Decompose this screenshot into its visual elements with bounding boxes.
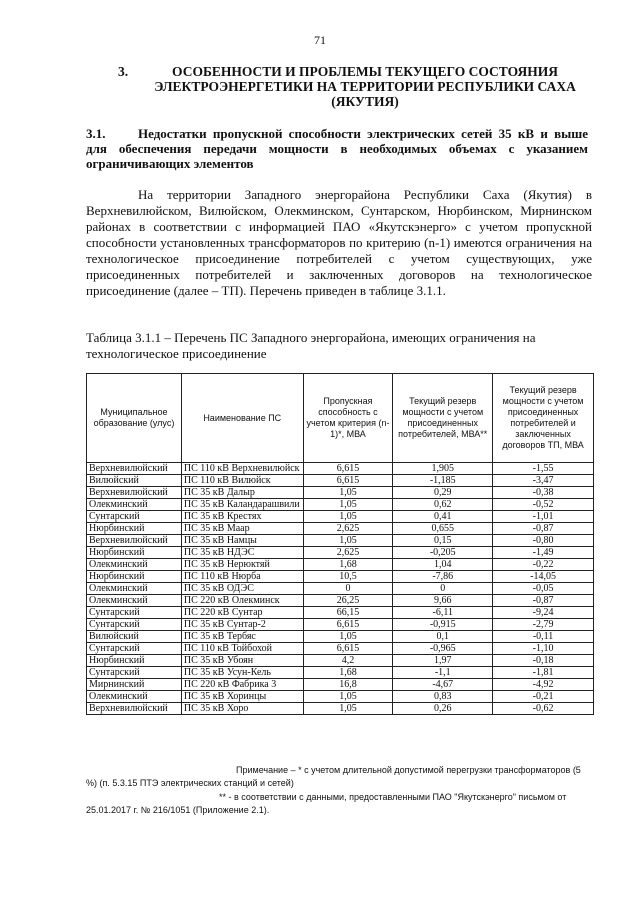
cell-reserve-contracts: -14,05 xyxy=(493,571,594,583)
table-row xyxy=(87,463,594,475)
cell-municipality: Олекминский xyxy=(87,499,182,511)
section-title xyxy=(86,126,588,171)
cell-substation: ПС 220 кВ Олекминск xyxy=(181,595,303,607)
table-row xyxy=(87,607,594,619)
cell-reserve-contracts: -1,01 xyxy=(493,511,594,523)
table-row xyxy=(87,511,594,523)
cell-reserve-contracts: -1,10 xyxy=(493,643,594,655)
cell-reserve-contracts: -0,80 xyxy=(493,535,594,547)
section-title-text: Недостатки пропускной способности электрических сетей 35 кВ и выше для обеспечения передачи мощности в необходимых объемах с указанием ограничивающих элементов xyxy=(86,126,588,171)
cell-reserve-contracts: -2,79 xyxy=(493,619,594,631)
cell-municipality: Верхневилюйский xyxy=(87,487,182,499)
cell-municipality: Нюрбинский xyxy=(87,655,182,667)
page-number: 71 xyxy=(314,33,326,47)
cell-capacity: 1,05 xyxy=(303,499,393,511)
cell-reserve-current: -0,205 xyxy=(393,547,493,559)
cell-reserve-contracts: -4,92 xyxy=(493,679,594,691)
cell-reserve-contracts: -0,05 xyxy=(493,583,594,595)
cell-reserve-current: 9,66 xyxy=(393,595,493,607)
cell-municipality: Олекминский xyxy=(87,559,182,571)
cell-reserve-contracts: -0,62 xyxy=(493,703,594,715)
table-body xyxy=(87,463,594,715)
cell-reserve-current: -7,86 xyxy=(393,571,493,583)
cell-substation: ПС 110 кВ Верхневилюйск xyxy=(181,463,303,475)
cell-capacity: 10,5 xyxy=(303,571,393,583)
cell-reserve-current: 0,15 xyxy=(393,535,493,547)
cell-municipality: Верхневилюйский xyxy=(87,703,182,715)
cell-reserve-current: 0,83 xyxy=(393,691,493,703)
cell-capacity: 1,05 xyxy=(303,535,393,547)
cell-reserve-current: -6,11 xyxy=(393,607,493,619)
cell-substation: ПС 35 кВ Хоринцы xyxy=(181,691,303,703)
cell-capacity: 1,05 xyxy=(303,487,393,499)
table-row xyxy=(87,619,594,631)
cell-substation: ПС 35 кВ НДЭС xyxy=(181,547,303,559)
cell-reserve-contracts: -1,55 xyxy=(493,463,594,475)
table-row xyxy=(87,547,594,559)
cell-reserve-contracts: -1,49 xyxy=(493,547,594,559)
table-note-2: ** - в соответствии с данными, предоставленными ПАО "Якутскэнерго" письмом от 25.01.2017 г. № 216/1051 (Приложение 2.1). xyxy=(86,792,567,815)
cell-reserve-current: 0,655 xyxy=(393,523,493,535)
cell-substation: ПС 220 кВ Фабрика 3 xyxy=(181,679,303,691)
cell-reserve-current: 0 xyxy=(393,583,493,595)
cell-reserve-contracts: -0,11 xyxy=(493,631,594,643)
table-row xyxy=(87,655,594,667)
cell-capacity: 2,625 xyxy=(303,547,393,559)
table-row xyxy=(87,679,594,691)
cell-capacity: 1,68 xyxy=(303,559,393,571)
table-note-1: Примечание – * с учетом длительной допустимой перегрузки трансформаторов (5 %) (п. 5.3.15 ПТЭ электрических станций и сетей) xyxy=(86,765,581,788)
cell-substation: ПС 35 кВ Крестях xyxy=(181,511,303,523)
table-row xyxy=(87,631,594,643)
table-row xyxy=(87,571,594,583)
cell-reserve-current: -0,915 xyxy=(393,619,493,631)
cell-substation: ПС 35 кВ Хоро xyxy=(181,703,303,715)
table-row xyxy=(87,643,594,655)
cell-reserve-current: 1,04 xyxy=(393,559,493,571)
table-header-row xyxy=(87,374,594,463)
cell-capacity: 4,2 xyxy=(303,655,393,667)
table-row xyxy=(87,523,594,535)
cell-reserve-current: 0,29 xyxy=(393,487,493,499)
cell-substation: ПС 35 кВ Нерюктяй xyxy=(181,559,303,571)
cell-reserve-contracts: -0,18 xyxy=(493,655,594,667)
cell-municipality: Нюрбинский xyxy=(87,523,182,535)
cell-municipality: Сунтарский xyxy=(87,607,182,619)
cell-substation: ПС 35 кВ Намцы xyxy=(181,535,303,547)
cell-capacity: 1,05 xyxy=(303,703,393,715)
cell-municipality: Сунтарский xyxy=(87,667,182,679)
cell-substation: ПС 35 кВ Далыр xyxy=(181,487,303,499)
cell-reserve-current: 0,1 xyxy=(393,631,493,643)
cell-reserve-contracts: -9,24 xyxy=(493,607,594,619)
cell-reserve-contracts: -0,22 xyxy=(493,559,594,571)
cell-municipality: Нюрбинский xyxy=(87,571,182,583)
cell-municipality: Олекминский xyxy=(87,691,182,703)
cell-municipality: Сунтарский xyxy=(87,619,182,631)
cell-substation: ПС 35 кВ Маар xyxy=(181,523,303,535)
cell-reserve-current: 1,97 xyxy=(393,655,493,667)
cell-municipality: Мирнинский xyxy=(87,679,182,691)
cell-municipality: Нюрбинский xyxy=(87,547,182,559)
cell-reserve-current: 0,62 xyxy=(393,499,493,511)
table-row xyxy=(87,499,594,511)
table-caption: Таблица 3.1.1 – Перечень ПС Западного энергорайона, имеющих ограничения на технологическое присоединение xyxy=(86,330,536,361)
cell-reserve-current: -4,67 xyxy=(393,679,493,691)
header-substation: Наименование ПС xyxy=(181,374,303,463)
cell-substation: ПС 35 кВ Убоян xyxy=(181,655,303,667)
cell-reserve-current: -1,185 xyxy=(393,475,493,487)
cell-municipality: Верхневилюйский xyxy=(87,535,182,547)
cell-capacity: 6,615 xyxy=(303,643,393,655)
cell-reserve-current: 0,41 xyxy=(393,511,493,523)
cell-reserve-current: 0,26 xyxy=(393,703,493,715)
header-reserve-contracts: Текущий резерв мощности с учетом присоединенных потребителей и заключенных договоров ТП, МВА xyxy=(493,374,594,463)
body-paragraph: На территории Западного энергорайона Республики Саха (Якутия) в Верхневилюйском, Вилюйском, Олекминском, Сунтарском, Нюрбинском, Мирнинском районах в соответствии с информацией ПАО «Якутскэнерго» с учетом пропускной способности установленных трансформаторов по критерию (n-1) имеются ограничения на технологическое присоединение потребителей с учетом существующих, уже присоединенных потребителей и заключенных договоров на технологическое присоединение (далее – ТП). Перечень приведен в таблице 3.1.1. xyxy=(86,187,592,298)
cell-substation: ПС 110 кВ Тойбохой xyxy=(181,643,303,655)
header-municipality: Муниципальное образование (улус) xyxy=(87,374,182,463)
table-row xyxy=(87,691,594,703)
cell-capacity: 6,615 xyxy=(303,619,393,631)
cell-reserve-contracts: -1,81 xyxy=(493,667,594,679)
chapter-title: ОСОБЕННОСТИ И ПРОБЛЕМЫ ТЕКУЩЕГО СОСТОЯНИЯ ЭЛЕКТРОЭНЕРГЕТИКИ НА ТЕРРИТОРИИ РЕСПУБЛИКИ САХА (ЯКУТИЯ) xyxy=(154,64,576,109)
cell-municipality: Вилюйский xyxy=(87,475,182,487)
cell-reserve-current: -0,965 xyxy=(393,643,493,655)
table-row xyxy=(87,475,594,487)
table-row xyxy=(87,535,594,547)
header-reserve-current: Текущий резерв мощности с учетом присоединенных потребителей, МВА** xyxy=(393,374,493,463)
cell-capacity: 1,68 xyxy=(303,667,393,679)
cell-municipality: Олекминский xyxy=(87,583,182,595)
cell-capacity: 66,15 xyxy=(303,607,393,619)
cell-reserve-contracts: -0,87 xyxy=(493,523,594,535)
cell-capacity: 16,8 xyxy=(303,679,393,691)
table-row xyxy=(87,595,594,607)
cell-capacity: 1,05 xyxy=(303,631,393,643)
cell-substation: ПС 110 кВ Вилюйск xyxy=(181,475,303,487)
restrictions-table xyxy=(86,373,594,715)
cell-capacity: 26,25 xyxy=(303,595,393,607)
cell-substation: ПС 35 кВ Каландарашвили xyxy=(181,499,303,511)
cell-reserve-contracts: -0,21 xyxy=(493,691,594,703)
table-row xyxy=(87,703,594,715)
cell-substation: ПС 35 кВ Усун-Кель xyxy=(181,667,303,679)
cell-reserve-contracts: -3,47 xyxy=(493,475,594,487)
cell-capacity: 1,05 xyxy=(303,691,393,703)
cell-municipality: Верхневилюйский xyxy=(87,463,182,475)
table-row xyxy=(87,667,594,679)
cell-municipality: Сунтарский xyxy=(87,511,182,523)
cell-substation: ПС 35 кВ Тербяс xyxy=(181,631,303,643)
cell-reserve-current: -1,1 xyxy=(393,667,493,679)
cell-reserve-contracts: -0,52 xyxy=(493,499,594,511)
cell-reserve-contracts: -0,87 xyxy=(493,595,594,607)
cell-municipality: Вилюйский xyxy=(87,631,182,643)
cell-capacity: 2,625 xyxy=(303,523,393,535)
table-row xyxy=(87,559,594,571)
chapter-number: 3. xyxy=(118,64,129,79)
cell-substation: ПС 220 кВ Сунтар xyxy=(181,607,303,619)
cell-reserve-current: 1,905 xyxy=(393,463,493,475)
cell-substation: ПС 35 кВ Сунтар-2 xyxy=(181,619,303,631)
section-number: 3.1. xyxy=(86,126,106,141)
cell-reserve-contracts: -0,38 xyxy=(493,487,594,499)
cell-capacity: 0 xyxy=(303,583,393,595)
table-row xyxy=(87,487,594,499)
cell-substation: ПС 35 кВ ОДЭС xyxy=(181,583,303,595)
header-capacity: Пропускная способность с учетом критерия (n-1)*, МВА xyxy=(303,374,393,463)
cell-capacity: 6,615 xyxy=(303,463,393,475)
cell-substation: ПС 110 кВ Нюрба xyxy=(181,571,303,583)
cell-capacity: 6,615 xyxy=(303,475,393,487)
cell-municipality: Сунтарский xyxy=(87,643,182,655)
cell-capacity: 1,05 xyxy=(303,511,393,523)
cell-municipality: Олекминский xyxy=(87,595,182,607)
table-row xyxy=(87,583,594,595)
